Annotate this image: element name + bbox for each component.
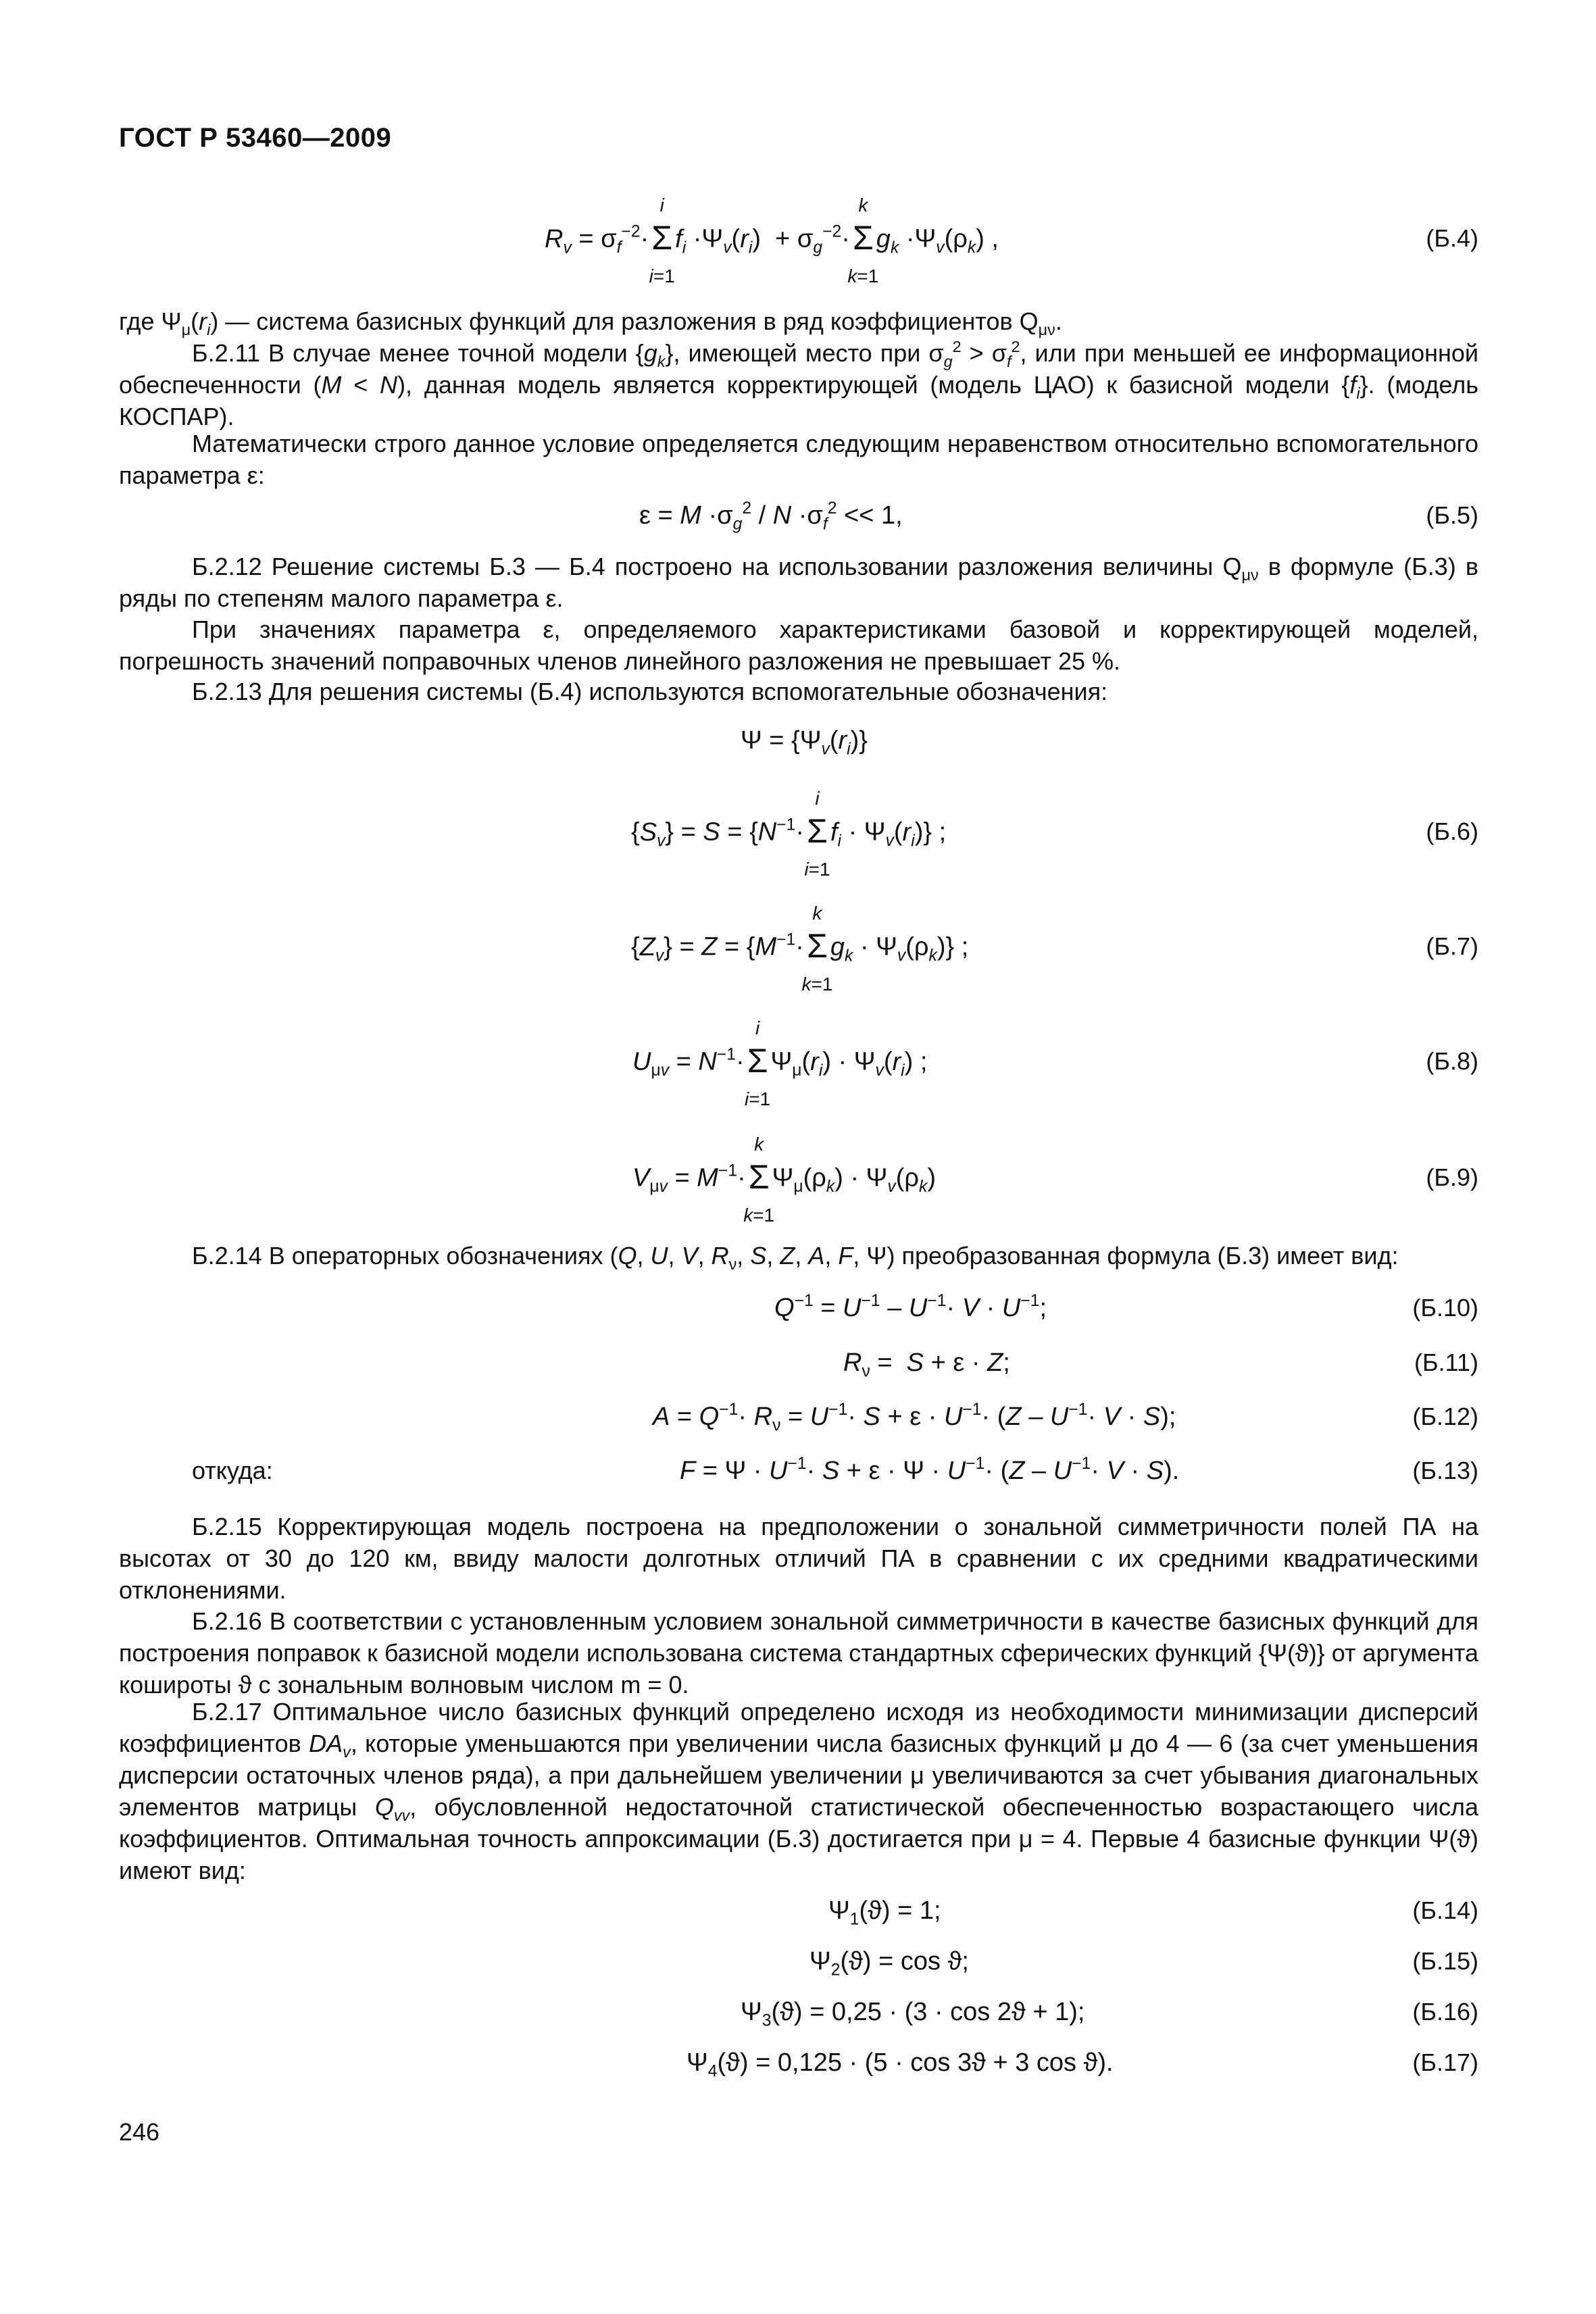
paragraph-b2-17: Б.2.17 Оптимальное число базисных функций определено исходя из необходимости минимизации дисперсий коэффициентов $DA_v$, которые уменьшаются при увеличении числа базисных функций μ до 4 — 6 (за счет уменьшения дисперсии остаточных членов ряда), а при дальнейшем увеличении μ увеличиваются за счет убывания диагональных элементов матрицы $Q_{vv}$, обусловленной недостаточной статистической обеспеченностью возрастающего числа коэффициентов. Оптимальная точность аппроксимации (Б.3) достигается при μ = 4. Первые 4 базисные функции Ψ(ϑ) имеют вид: xyxy=(119,1698,1478,1884)
equation-psi-formula: $\Psi = \{\Psi_v(r_i)\}$ xyxy=(741,726,868,759)
paragraph-b2-14: Б.2.14 В операторных обозначениях (Q, U, V, $R_\nu$, S, Z, A, F, Ψ) преобразованная формула (Б.3) имеет вид: xyxy=(192,1242,1399,1274)
paragraph-b2-16: Б.2.16 В соответствии с установленным условием зональной симметричности в качестве базисных функций для построения поправок к базисной модели использована система стандартных сферических функций {Ψ(ϑ)} от аргумента кошироты ϑ с зональным волновым числом m = 0. xyxy=(119,1607,1478,1699)
otkuda-label: откуда: xyxy=(192,1457,273,1484)
equation-b16 xyxy=(119,1998,1478,2038)
document-header: ГОСТ Р 53460—2009 xyxy=(119,123,392,153)
equation-b17 xyxy=(119,2048,1478,2089)
equation-b12 xyxy=(119,1403,1478,1443)
equation-b14-formula: $\Psi_1(ϑ) = 1$; xyxy=(828,1896,941,1929)
equation-b9-formula: $V_{\mu v} = M^{-1}\cdot$ k Σ k=1 $\Psi_\mu(\rho_k) \cdot \Psi_v(\rho_k)$ xyxy=(632,1134,937,1226)
equation-b6-number: (Б.6) xyxy=(1426,818,1478,845)
equation-b15-formula: $\Psi_2(ϑ) = \cos ϑ$; xyxy=(809,1947,969,1980)
paragraph-b2-12: Б.2.12 Решение системы Б.3 — Б.4 построено на использовании разложения величины $Q_{\mu\nu}$ в формуле (Б.3) в ряды по степеням малого параметра ε. xyxy=(119,553,1478,612)
equation-b4-formula: $R_v = \sigma_f^{-2}\cdot$ i Σ i=1 $f_i \cdot\Psi_v(r_i) + \sigma_g^{-2}\cdot$ k Σ k=1 $g_k \cdot\Psi_v(\rho_k)$ , xyxy=(545,195,999,286)
paragraph-basis-definition: где $\Psi_\mu(r_i)$ — система базисных функций для разложения в ряд коэффициентов $Q_{\mu\nu}$. xyxy=(119,307,1062,339)
equation-b16-number: (Б.16) xyxy=(1412,1998,1478,2026)
equation-b13-formula: $F = \Psi \cdot U^{-1}\cdot S + \varepsilon \cdot \Psi \cdot U^{-1}\cdot (Z - U^{-1}\cdot V \cdot S)$. xyxy=(680,1455,1180,1485)
equation-b5 xyxy=(119,501,1478,542)
equation-b13-number: (Б.13) xyxy=(1412,1457,1478,1484)
equation-b6 xyxy=(119,788,1478,880)
page-number: 246 xyxy=(119,2118,160,2146)
equation-b8-number: (Б.8) xyxy=(1426,1047,1478,1075)
equation-b17-formula: $\Psi_4(ϑ) = 0,125 \cdot (5 \cdot \cos 3ϑ + 3$ cos ϑ). xyxy=(687,2048,1114,2081)
equation-b7-formula: $\{Z_v\} = Z = \{M^{-1}\cdot$ k Σ k=1 $g_k \cdot \Psi_v(\rho_k)$} ; xyxy=(631,903,969,995)
equation-b17-number: (Б.17) xyxy=(1412,2048,1478,2076)
paragraph-condition: Математически строго данное условие определяется следующим неравенством относительно вспомогательного параметра ε: xyxy=(119,430,1478,489)
equation-b15-number: (Б.15) xyxy=(1412,1947,1478,1975)
equation-b9 xyxy=(119,1134,1478,1226)
equation-b14 xyxy=(119,1896,1478,1937)
equation-b14-number: (Б.14) xyxy=(1412,1896,1478,1924)
equation-b11-number: (Б.11) xyxy=(1414,1349,1478,1376)
equation-b7 xyxy=(119,903,1478,995)
equation-b10 xyxy=(119,1294,1478,1334)
equation-b13 xyxy=(119,1457,1478,1497)
equation-b12-number: (Б.12) xyxy=(1412,1403,1478,1430)
equation-b9-number: (Б.9) xyxy=(1426,1163,1478,1191)
equation-b8 xyxy=(119,1017,1478,1109)
equation-b7-number: (Б.7) xyxy=(1426,932,1478,960)
paragraph-b2-15: Б.2.15 Корректирующая модель построена на предположении о зональной симметричности полей ПА на высотах от 30 до 120 км, ввиду малости долготных отличий ПА в сравнении с их средними квадратическими отклонениями. xyxy=(119,1513,1478,1604)
equation-b10-formula: $Q^{-1} = U^{-1} - U^{-1}\cdot V \cdot U^{-1}$; xyxy=(774,1292,1047,1322)
paragraph-b2-13: Б.2.13 Для решения системы (Б.4) используются вспомогательные обозначения: xyxy=(192,678,1108,705)
equation-psi xyxy=(119,726,1478,767)
equation-b6-formula: $\{S_v\} = S = \{N^{-1}\cdot$ i Σ i=1 $f_i \cdot \Psi_v(r_i)$} ; xyxy=(631,788,947,880)
paragraph-error: При значениях параметра ε, определяемого характеристиками базовой и корректирующей моделей, погрешность значений поправочных членов линейного разложения не превышает 25 %. xyxy=(119,615,1478,675)
equation-b5-number: (Б.5) xyxy=(1426,501,1478,529)
equation-b11 xyxy=(119,1349,1478,1389)
equation-b12-formula: $A = Q^{-1}\cdot R_\nu = U^{-1}\cdot S + \varepsilon \cdot U^{-1}\cdot (Z - U^{-1}\cdot V \cdot S)$; xyxy=(653,1401,1176,1435)
paragraph-b2-11: Б.2.11 В случае менее точной модели $\{g_k\}$, имеющей место при $\sigma_g^2 > \sigma_f^2$, или при меньшей ее информационной обеспеченности (M < N), данная модель является корректирующей (модель ЦАО) к базисной модели $\{f_i\}$. (модель КОСПАР). xyxy=(119,337,1479,430)
equation-b5-formula: $\varepsilon = M \cdot\sigma_g^2 / N \cdot\sigma_f^2 << 1$, xyxy=(639,499,903,534)
equation-b11-formula: $R_\nu = S + \varepsilon \cdot Z$; xyxy=(843,1349,1010,1381)
equation-b16-formula: $\Psi_3(ϑ) = 0,25 \cdot (3 \cdot \cos 2ϑ + 1)$; xyxy=(741,1998,1085,2030)
equation-b8-formula: $U_{\mu v} = N^{-1}\cdot$ i Σ i=1 $\Psi_\mu(r_i) \cdot \Psi_v(r_i)$ ; xyxy=(632,1017,928,1109)
equation-b10-number: (Б.10) xyxy=(1412,1294,1478,1322)
equation-b4 xyxy=(119,195,1478,286)
equation-b4-number: (Б.4) xyxy=(1426,224,1478,252)
equation-b15 xyxy=(119,1947,1478,1988)
